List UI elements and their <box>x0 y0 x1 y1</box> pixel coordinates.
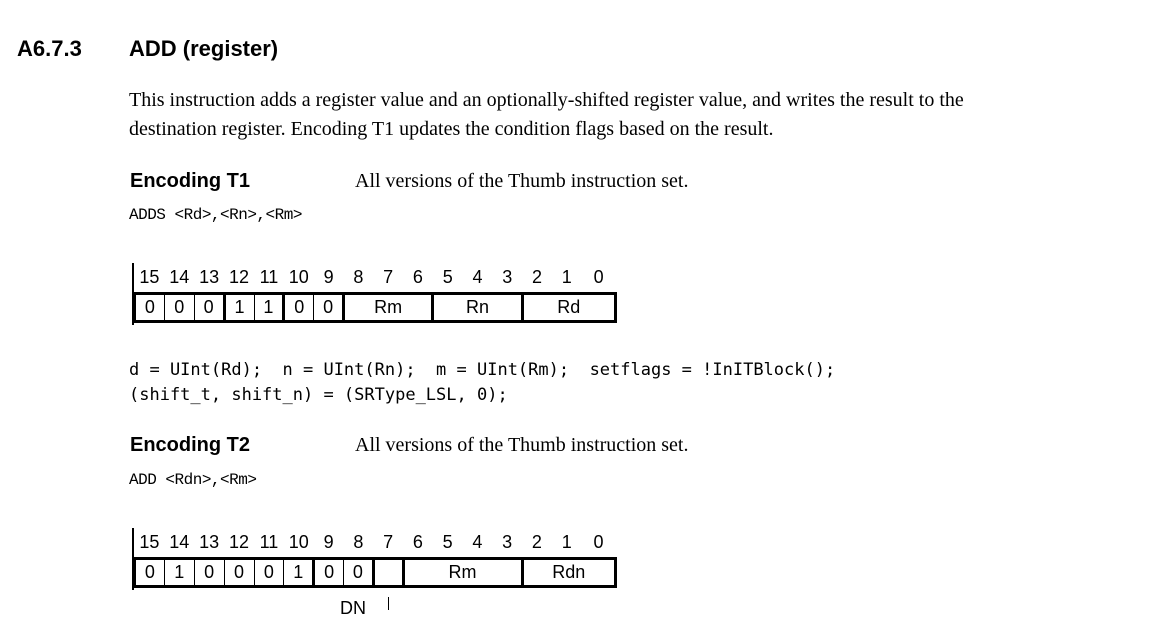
bit-number: 5 <box>442 531 453 552</box>
encoding-field: 0 <box>135 558 165 586</box>
description-line-2: destination register. Encoding T1 updates the condition flags based on the result. <box>129 118 774 140</box>
bit-number: 8 <box>353 266 364 287</box>
encoding-field: 0 <box>224 558 254 586</box>
bit-number: 2 <box>531 531 542 552</box>
bit-number: 11 <box>259 531 279 552</box>
bit-number: 14 <box>169 266 190 287</box>
bit-number: 6 <box>412 531 423 552</box>
encoding-field-rn: Rn <box>433 293 522 321</box>
bit-number: 6 <box>412 266 423 287</box>
bit-number: 10 <box>288 266 309 287</box>
encoding-field: 1 <box>254 293 284 321</box>
bit-number: 1 <box>561 266 572 287</box>
bit-number: 12 <box>229 531 250 552</box>
encoding-t2-dn-tick <box>388 597 389 610</box>
bit-number: 2 <box>531 266 542 287</box>
bit-number: 1 <box>561 531 572 552</box>
encoding-field: 1 <box>284 558 314 586</box>
bit-number: 13 <box>199 266 220 287</box>
encoding-field: 0 <box>194 558 224 586</box>
encoding-field-rd: Rd <box>522 293 615 321</box>
encoding-t2-applies: All versions of the Thumb instruction set. <box>355 434 689 456</box>
encoding-t1-pseudocode <box>129 358 835 408</box>
bit-number: 7 <box>383 266 394 287</box>
encoding-t1-table <box>133 263 617 323</box>
encoding-t2-fields <box>135 558 616 586</box>
bit-number: 5 <box>442 266 453 287</box>
encoding-t1-bit-numbers <box>135 263 616 293</box>
description-line-1: This instruction adds a register value and an optionally-shifted register value, and writes the result to the <box>129 89 964 111</box>
bit-number: 13 <box>199 531 220 552</box>
encoding-t1-applies: All versions of the Thumb instruction set. <box>355 170 689 192</box>
encoding-t2-heading: Encoding T2 <box>130 434 250 456</box>
encoding-field-rdn: Rdn <box>522 558 615 586</box>
description <box>129 86 964 144</box>
encoding-field: 0 <box>314 558 344 586</box>
encoding-t2-bit-numbers <box>135 528 616 558</box>
encoding-field: 0 <box>164 293 194 321</box>
encoding-field: 0 <box>314 293 344 321</box>
bit-number: 3 <box>502 531 513 552</box>
pseudocode-line: (shift_t, shift_n) = (SRType_LSL, 0); <box>129 385 508 405</box>
bit-number: 15 <box>139 531 160 552</box>
encoding-t1-fields <box>135 293 616 321</box>
bit-number: 10 <box>288 531 309 552</box>
section-title: ADD (register) <box>129 36 279 61</box>
bit-number: 11 <box>259 266 279 287</box>
bit-number: 8 <box>353 531 364 552</box>
encoding-field: 0 <box>135 293 165 321</box>
bit-number: 14 <box>169 531 190 552</box>
pseudocode-line: d = UInt(Rd); n = UInt(Rn); m = UInt(Rm); setflags = !InITBlock(); <box>129 360 836 380</box>
bit-number: 4 <box>472 266 483 287</box>
section-number: A6.7.3 <box>17 36 82 61</box>
bit-number: 4 <box>472 531 483 552</box>
bit-number: 3 <box>502 266 513 287</box>
encoding-t1-syntax: ADDS <Rd>,<Rn>,<Rm> <box>129 206 302 224</box>
encoding-field: 0 <box>344 558 374 586</box>
encoding-t1-heading: Encoding T1 <box>130 170 250 192</box>
encoding-field: 0 <box>194 293 224 321</box>
encoding-field: 1 <box>224 293 254 321</box>
encoding-field: 0 <box>254 558 284 586</box>
encoding-field: 0 <box>284 293 314 321</box>
bit-number: 12 <box>229 266 250 287</box>
bit-number: 9 <box>323 531 334 552</box>
encoding-field-rm: Rm <box>403 558 522 586</box>
bit-number: 0 <box>593 531 604 552</box>
encoding-t2-table <box>133 528 617 588</box>
bit-number: 7 <box>383 531 394 552</box>
encoding-field: 1 <box>164 558 194 586</box>
encoding-t2-syntax: ADD <Rdn>,<Rm> <box>129 471 257 489</box>
bit-number: 15 <box>139 266 160 287</box>
encoding-field-dn <box>373 558 403 586</box>
encoding-field-rm: Rm <box>344 293 433 321</box>
encoding-t2-dn-label: DN <box>340 598 366 618</box>
bit-number: 9 <box>323 266 334 287</box>
bit-number: 0 <box>593 266 604 287</box>
